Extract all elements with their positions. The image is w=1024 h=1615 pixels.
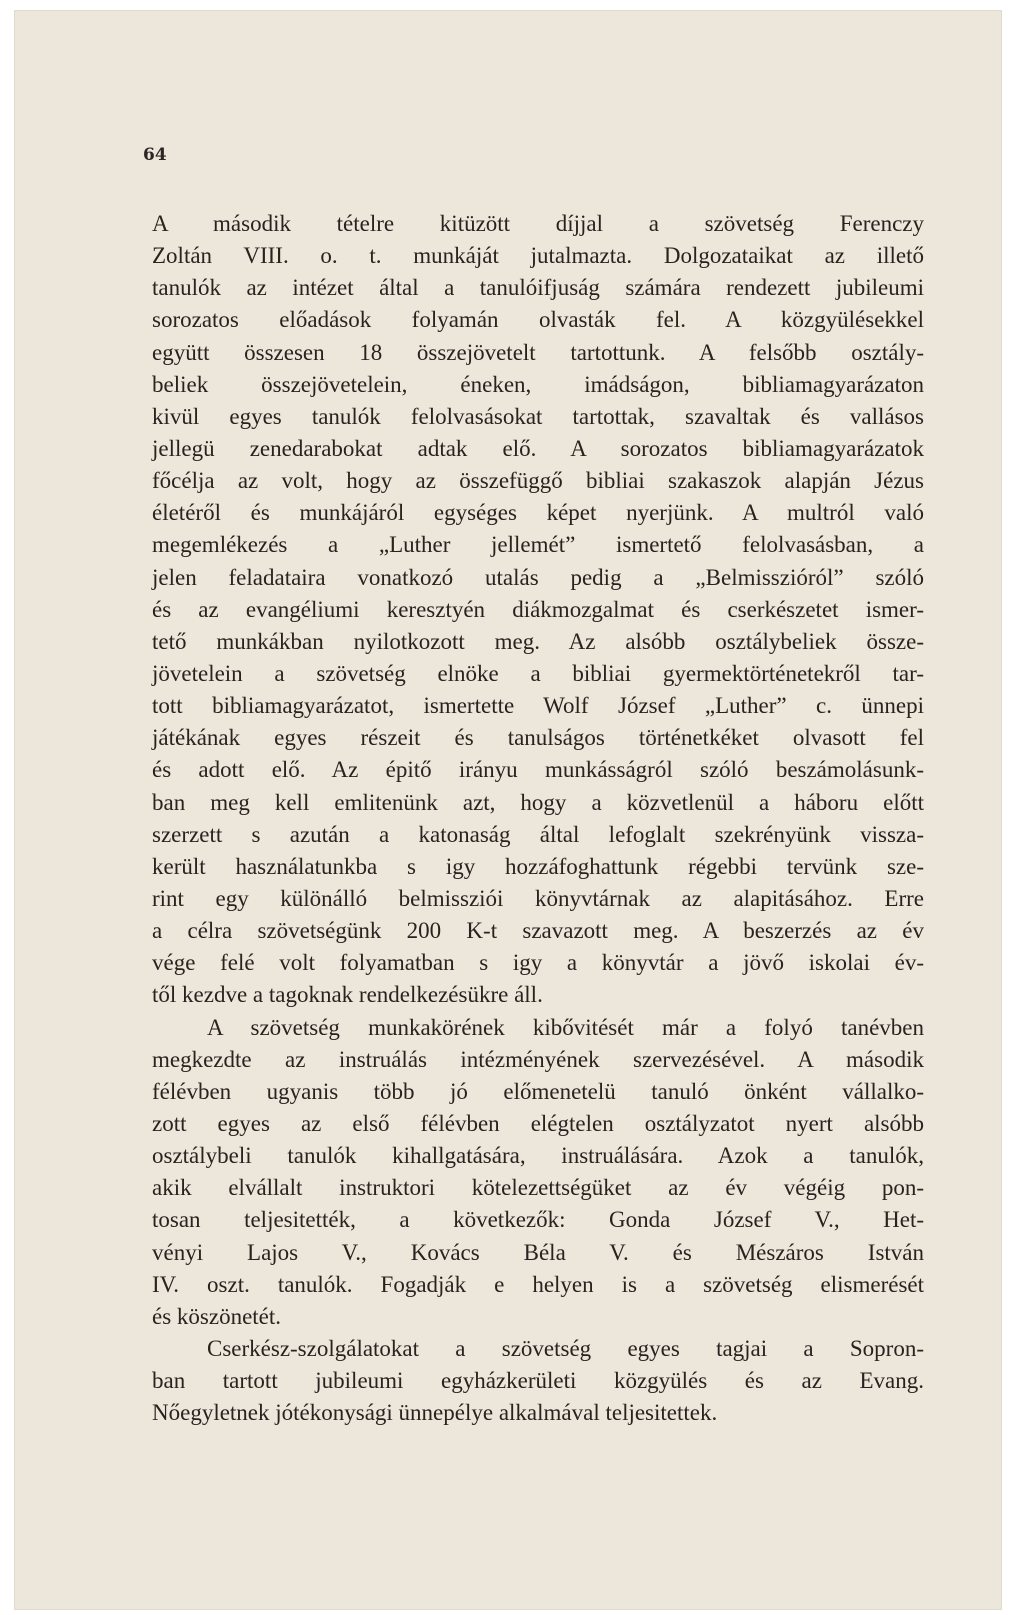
text-line: együtt összesen 18 összejövetelt tartottunk. A felsőbb osztály-	[152, 339, 924, 365]
text-line: jellegü zenedarabokat adtak elő. A sorozatos bibliamagyarázatok	[152, 435, 924, 461]
text-line: Cserkész-szolgálatokat a szövetség egyes tagjai a Sopron-	[207, 1335, 924, 1361]
text-line: akik elvállalt instruktori kötelezettségüket az év végéig pon-	[152, 1175, 924, 1201]
body-text	[152, 208, 924, 1429]
text-line: től kezdve a tagoknak rendelkezésükre áll.	[152, 982, 543, 1008]
scanned-page	[14, 10, 1002, 1610]
text-line: ban meg kell emlitenünk azt, hogy a közvetlenül a háboru előtt	[152, 789, 924, 815]
text-line: jelen feladataira vonatkozó utalás pedig a „Belmisszióról” szóló	[152, 564, 924, 590]
text-line: megkezdte az instruálás intézményének szervezésével. A második	[152, 1046, 924, 1072]
text-line: A szövetség munkakörének kibővitését már a folyó tanévben	[207, 1014, 924, 1040]
text-line: ban tartott jubileumi egyházkerületi közgyülés és az Evang.	[152, 1368, 924, 1394]
text-line: megemlékezés a „Luther jellemét” ismertető felolvasásban, a	[152, 532, 924, 558]
text-line: és adott elő. Az épitő irányu munkásságról szóló beszámolásunk-	[152, 757, 924, 783]
text-line: IV. oszt. tanulók. Fogadják e helyen is a szövetség elismerését	[152, 1271, 924, 1297]
text-line: rint egy különálló belmissziói könyvtárnak az alapitásához. Erre	[152, 885, 924, 911]
text-line: játékának egyes részeit és tanulságos történetkéket olvasott fel	[152, 725, 924, 751]
text-line: a célra szövetségünk 200 K-t szavazott meg. A beszerzés az év	[152, 918, 924, 944]
text-line: és köszönetét.	[152, 1303, 282, 1329]
page-number: 64	[143, 145, 167, 165]
text-line: osztálybeli tanulók kihallgatására, instruálására. Azok a tanulók,	[152, 1143, 924, 1169]
text-line: tott bibliamagyarázatot, ismertette Wolf József „Luther” c. ünnepi	[152, 693, 924, 719]
text-line: kivül egyes tanulók felolvasásokat tartottak, szavaltak és vallásos	[152, 403, 924, 429]
text-line: vége felé volt folyamatban s igy a könyvtár a jövő iskolai év-	[152, 950, 924, 976]
text-line: és az evangéliumi keresztyén diákmozgalmat és cserkészetet ismer-	[152, 596, 924, 622]
text-line: vényi Lajos V., Kovács Béla V. és Mészáros István	[152, 1239, 924, 1265]
text-line: félévben ugyanis több jó előmenetelü tanuló önként vállalko-	[152, 1078, 924, 1104]
text-line: tanulók az intézet által a tanulóifjuság számára rendezett jubileumi	[152, 275, 924, 301]
text-line: életéről és munkájáról egységes képet nyerjünk. A multról való	[152, 500, 924, 526]
text-line: tosan teljesitették, a következők: Gonda József V., Het-	[152, 1207, 924, 1233]
text-line: zott egyes az első félévben elégtelen osztályzatot nyert alsóbb	[152, 1110, 924, 1136]
text-line: A második tételre kitüzött díjjal a szövetség Ferenczy	[152, 211, 924, 236]
text-line: szerzett s azután a katonaság által lefoglalt szekrényünk vissza-	[152, 821, 924, 847]
text-line: beliek összejövetelein, éneken, imádságon, bibliamagyarázaton	[152, 371, 924, 397]
text-line: tető munkákban nyilotkozott meg. Az alsóbb osztálybeliek össze-	[152, 628, 924, 654]
text-line: Zoltán VIII. o. t. munkáját jutalmazta. Dolgozataikat az illető	[152, 243, 924, 269]
text-line: jövetelein a szövetség elnöke a bibliai gyermektörténetekről tar-	[152, 660, 924, 686]
text-line: Nőegyletnek jótékonysági ünnepélye alkalmával teljesitettek.	[152, 1400, 718, 1426]
text-line: főcélja az volt, hogy az összefüggő bibliai szakaszok alapján Jézus	[152, 468, 924, 494]
text-line: sorozatos előadások folyamán olvasták fel. A közgyülésekkel	[152, 307, 924, 333]
text-line: került használatunkba s igy hozzáfoghattunk régebbi tervünk sze-	[152, 853, 924, 879]
